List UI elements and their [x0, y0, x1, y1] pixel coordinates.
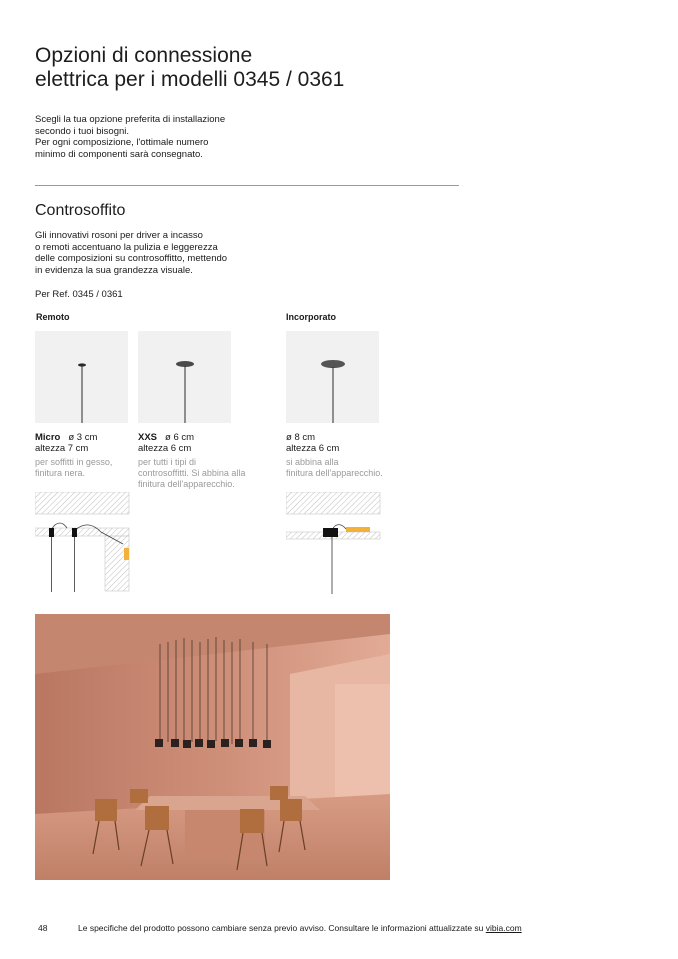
group-label-built-in: Incorporato [286, 312, 337, 322]
built-in-rose-image [286, 331, 379, 423]
page-number: 48 [38, 923, 48, 933]
title-line-2: elettrica per i modelli 0345 / 0361 [35, 68, 345, 91]
option-diameter: ø 3 cm [68, 432, 98, 443]
note-line: finitura dell'apparecchio. [286, 468, 383, 478]
intro-line: secondo i tuoi bisogni. [35, 125, 130, 137]
intro-line: Scegli la tua opzione preferita di installazione [35, 114, 226, 125]
section-title: Controsoffito [35, 202, 126, 219]
section-description [35, 230, 295, 276]
option-name: Micro [35, 432, 61, 443]
xxs-spec [138, 432, 194, 454]
built-in-rose-illustration [286, 331, 379, 423]
xxs-note [138, 457, 245, 490]
option-name: XXS [138, 432, 158, 443]
micro-rose-image [35, 331, 128, 423]
option-diameter: ø 6 cm [165, 432, 195, 443]
intro-text [35, 114, 295, 160]
note-line: finitura dell'apparecchio. [138, 479, 235, 489]
disclaimer-text: Le specifiche del prodotto possono cambiare senza previo avviso. Consultare le informazioni attualizzate su [78, 923, 486, 933]
note-line: per tutti i tipi di [138, 457, 197, 467]
description-line: in evidenza la sua grandezza visuale. [35, 264, 193, 276]
website-link[interactable]: vibia.com [485, 923, 522, 933]
divider [35, 185, 459, 186]
option-height: altezza 6 cm [138, 443, 192, 454]
reference-label: Per Ref. 0345 / 0361 [35, 289, 123, 300]
xxs-rose-illustration [138, 331, 231, 423]
description-line: delle composizioni su controsoffitto, mettendo [35, 253, 228, 264]
built-in-note [286, 457, 383, 479]
option-diameter: ø 8 cm [286, 432, 316, 443]
footer-disclaimer [78, 923, 522, 933]
room-photo [35, 614, 390, 880]
title-line-1: Opzioni di connessione [35, 44, 253, 67]
micro-rose-illustration [35, 331, 128, 423]
note-line: si abbina alla [286, 457, 339, 467]
group-label-remote: Remoto [36, 312, 70, 322]
note-line: finitura nera. [35, 468, 86, 478]
page-title [35, 44, 344, 92]
option-height: altezza 7 cm [35, 443, 89, 454]
description-line: o remoti accentuano la pulizia e leggerezza [35, 241, 218, 253]
built-in-spec [286, 432, 339, 454]
note-line: controsoffitti. Si abbina alla [138, 468, 246, 478]
description-line: Gli innovativi rosoni per driver a incasso [35, 230, 203, 241]
micro-spec [35, 432, 97, 454]
built-in-installation-diagram [286, 492, 386, 597]
xxs-rose-image [138, 331, 231, 423]
intro-line: minimo di componenti sarà consegnato. [35, 148, 203, 160]
note-line: per soffitti in gesso, [35, 457, 113, 467]
remote-installation-diagram [35, 492, 135, 597]
micro-note [35, 457, 112, 479]
option-height: altezza 6 cm [286, 443, 340, 454]
intro-line: Per ogni composizione, l'ottimale numero [35, 137, 209, 148]
